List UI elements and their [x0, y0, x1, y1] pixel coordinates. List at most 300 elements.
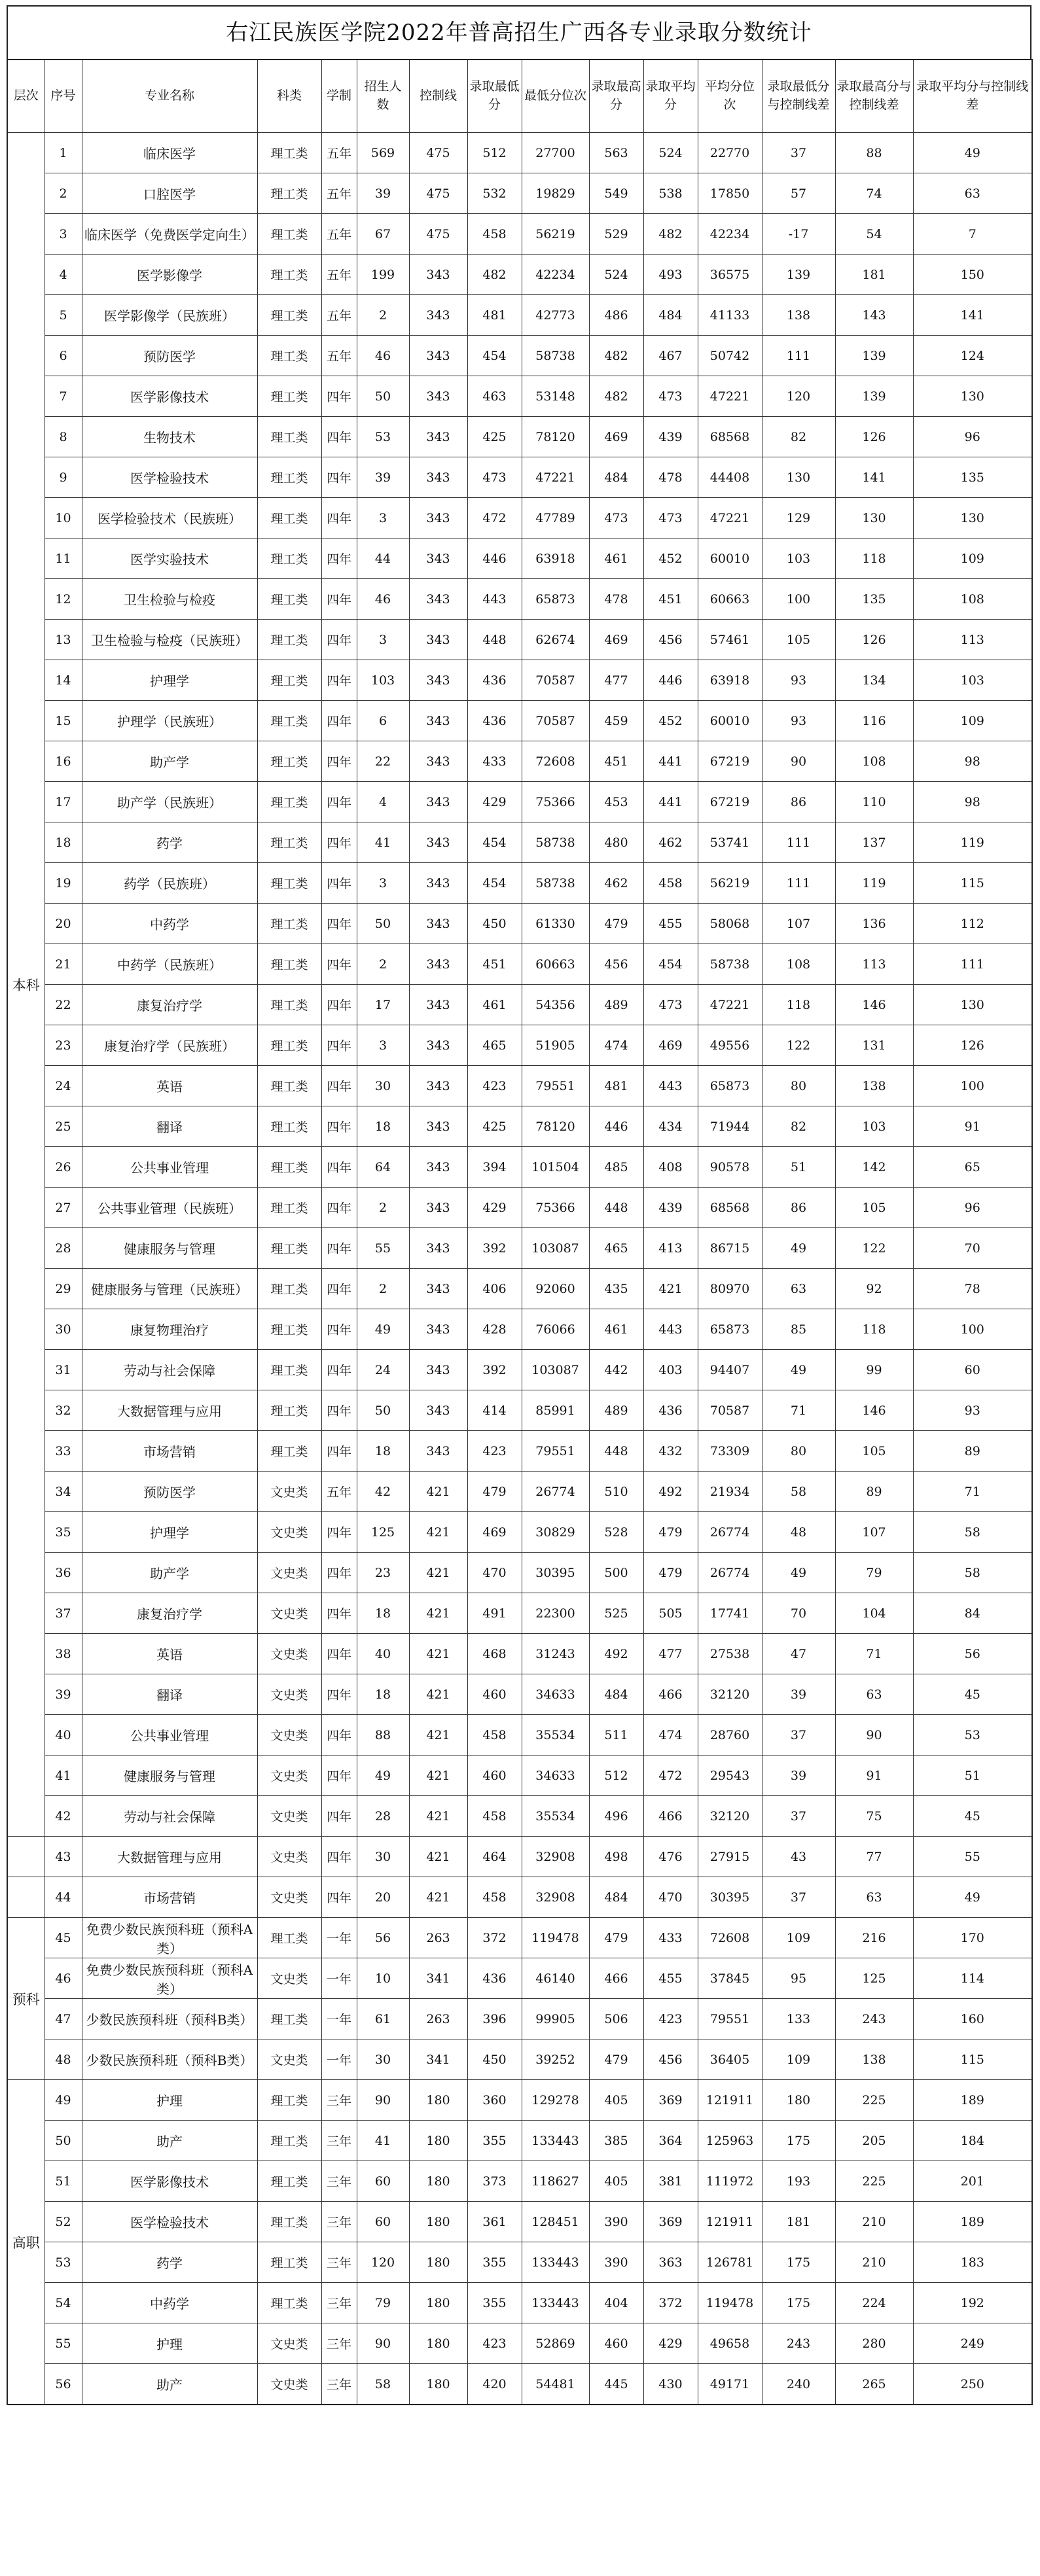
table-cell: 91	[913, 1106, 1032, 1147]
table-cell: 49556	[698, 1025, 762, 1066]
table-cell: 100	[762, 579, 835, 620]
table-cell: 56219	[522, 214, 589, 255]
table-cell: 41133	[698, 295, 762, 336]
table-cell: 421	[643, 1269, 698, 1309]
table-cell: 421	[409, 1756, 467, 1796]
table-cell: 146	[835, 985, 913, 1025]
table-cell: 50	[357, 1390, 409, 1431]
table-cell: 467	[643, 336, 698, 376]
table-cell: 5	[45, 295, 82, 336]
table-cell: 90578	[698, 1147, 762, 1188]
table-cell: 68568	[698, 1188, 762, 1228]
table-cell: 67219	[698, 782, 762, 822]
table-cell: 17	[45, 782, 82, 822]
table-row	[7, 1390, 1032, 1431]
table-cell: 466	[643, 1674, 698, 1715]
table-cell: 460	[467, 1674, 522, 1715]
table-cell: 47	[762, 1634, 835, 1674]
table-cell: 224	[835, 2283, 913, 2323]
table-row	[7, 2121, 1032, 2161]
table-cell: 56	[357, 1918, 409, 1958]
table-cell: 58	[913, 1512, 1032, 1553]
table-cell: 133443	[522, 2283, 589, 2323]
table-cell: 一年	[321, 1958, 357, 1999]
table-cell: 381	[643, 2161, 698, 2202]
table-cell: 53	[45, 2242, 82, 2283]
table-row	[7, 1634, 1032, 1674]
table-cell: 56	[45, 2364, 82, 2405]
table-cell: 100	[913, 1309, 1032, 1350]
table-cell: 103	[913, 660, 1032, 701]
table-cell: 469	[643, 1025, 698, 1066]
table-cell: 46	[357, 579, 409, 620]
table-cell: 6	[45, 336, 82, 376]
table-cell: 41	[357, 822, 409, 863]
table-row	[7, 133, 1032, 173]
table-cell: 110	[835, 782, 913, 822]
major-name-cell: 英语	[82, 1634, 257, 1674]
column-header: 录取最低分	[467, 60, 522, 133]
table-cell: 443	[643, 1066, 698, 1106]
table-cell: 466	[643, 1796, 698, 1837]
layer-cell: 高职	[7, 2080, 45, 2405]
table-cell: 理工类	[257, 1147, 321, 1188]
table-cell: 理工类	[257, 417, 321, 457]
table-cell: 113	[835, 944, 913, 985]
table-cell: 130	[835, 498, 913, 538]
table-cell: 79551	[522, 1066, 589, 1106]
table-cell: 五年	[321, 1472, 357, 1512]
table-cell: 451	[643, 579, 698, 620]
table-cell: 343	[409, 782, 467, 822]
table-cell: 41	[357, 2121, 409, 2161]
table-cell: 461	[467, 985, 522, 1025]
table-cell: 175	[762, 2283, 835, 2323]
table-cell: 129	[762, 498, 835, 538]
table-cell: 385	[589, 2121, 643, 2161]
table-cell: 482	[467, 255, 522, 295]
table-cell: 421	[409, 1553, 467, 1593]
table-cell: 89	[913, 1431, 1032, 1472]
table-cell: 30	[45, 1309, 82, 1350]
table-cell: 466	[589, 1958, 643, 1999]
table-row	[7, 2242, 1032, 2283]
major-name-cell: 公共事业管理	[82, 1147, 257, 1188]
table-cell: 481	[589, 1066, 643, 1106]
table-row	[7, 985, 1032, 1025]
table-cell: 121911	[698, 2080, 762, 2121]
table-cell: 理工类	[257, 336, 321, 376]
table-cell: 47221	[698, 498, 762, 538]
table-cell: 108	[913, 579, 1032, 620]
table-cell: 49	[762, 1228, 835, 1269]
table-cell: 122	[762, 1025, 835, 1066]
table-cell: 四年	[321, 1593, 357, 1634]
table-cell: 425	[467, 1106, 522, 1147]
table-cell: 理工类	[257, 1431, 321, 1472]
table-cell: 文史类	[257, 1715, 321, 1756]
table-cell: 434	[643, 1106, 698, 1147]
major-name-cell: 卫生检验与检疫	[82, 579, 257, 620]
major-name-cell: 预防医学	[82, 1472, 257, 1512]
table-cell: 文史类	[257, 1472, 321, 1512]
table-cell: 51	[913, 1756, 1032, 1796]
table-cell: 90	[762, 741, 835, 782]
table-cell: 85	[762, 1309, 835, 1350]
major-name-cell: 公共事业管理（民族班）	[82, 1188, 257, 1228]
table-cell: 54356	[522, 985, 589, 1025]
table-row	[7, 1350, 1032, 1390]
table-cell: 498	[589, 1837, 643, 1877]
table-cell: 505	[643, 1593, 698, 1634]
table-cell: 47221	[698, 376, 762, 417]
major-name-cell: 医学影像学（民族班）	[82, 295, 257, 336]
table-cell: 80	[762, 1066, 835, 1106]
major-name-cell: 医学实验技术	[82, 538, 257, 579]
table-cell: 37	[45, 1593, 82, 1634]
table-cell: 15	[45, 701, 82, 741]
table-cell: 436	[467, 660, 522, 701]
table-cell: 84	[913, 1593, 1032, 1634]
table-cell: 193	[762, 2161, 835, 2202]
table-cell: 455	[643, 1958, 698, 1999]
table-cell: 141	[835, 457, 913, 498]
table-cell: 80	[762, 1431, 835, 1472]
major-name-cell: 中药学	[82, 904, 257, 944]
table-cell: 理工类	[257, 295, 321, 336]
table-cell: 408	[643, 1147, 698, 1188]
table-cell: 22	[45, 985, 82, 1025]
table-cell: 98	[913, 741, 1032, 782]
table-cell: 47221	[522, 457, 589, 498]
table-cell: 138	[835, 2039, 913, 2080]
table-cell: 460	[467, 1756, 522, 1796]
table-cell: 四年	[321, 1188, 357, 1228]
table-cell: 36405	[698, 2039, 762, 2080]
table-cell: 343	[409, 1188, 467, 1228]
table-cell: 2	[357, 295, 409, 336]
major-name-cell: 药学	[82, 2242, 257, 2283]
major-name-cell: 康复治疗学	[82, 1593, 257, 1634]
table-cell: 454	[467, 336, 522, 376]
table-cell: 四年	[321, 1228, 357, 1269]
table-cell: 343	[409, 701, 467, 741]
table-cell: 129278	[522, 2080, 589, 2121]
table-cell: 88	[835, 133, 913, 173]
table-row	[7, 295, 1032, 336]
table-cell: 理工类	[257, 579, 321, 620]
table-cell: 432	[643, 1431, 698, 1472]
table-cell: 216	[835, 1918, 913, 1958]
table-cell: 458	[467, 214, 522, 255]
table-cell: 四年	[321, 1350, 357, 1390]
table-cell: 45	[913, 1674, 1032, 1715]
table-cell: 462	[643, 822, 698, 863]
table-cell: 89	[835, 1472, 913, 1512]
table-cell: 29543	[698, 1756, 762, 1796]
table-cell: 120	[762, 376, 835, 417]
table-cell: 104	[835, 1593, 913, 1634]
table-cell: 四年	[321, 1756, 357, 1796]
table-cell: 2	[45, 173, 82, 214]
table-cell: 37	[762, 1715, 835, 1756]
major-name-cell: 医学影像技术	[82, 376, 257, 417]
table-cell: 48	[45, 2039, 82, 2080]
table-cell: 343	[409, 620, 467, 660]
table-cell: 343	[409, 417, 467, 457]
table-cell: 58068	[698, 904, 762, 944]
table-cell: 150	[913, 255, 1032, 295]
table-cell: 73309	[698, 1431, 762, 1472]
table-cell: 理工类	[257, 255, 321, 295]
table-cell: 429	[643, 2323, 698, 2364]
major-name-cell: 助产学（民族班）	[82, 782, 257, 822]
table-cell: 108	[835, 741, 913, 782]
table-row	[7, 1796, 1032, 1837]
table-cell: 理工类	[257, 1918, 321, 1958]
table-cell: 472	[643, 1756, 698, 1796]
table-cell: 524	[589, 255, 643, 295]
column-header: 科类	[257, 60, 321, 133]
table-cell: 90	[357, 2080, 409, 2121]
table-cell: 三年	[321, 2323, 357, 2364]
table-cell: 119	[913, 822, 1032, 863]
table-cell: 四年	[321, 1837, 357, 1877]
major-name-cell: 大数据管理与应用	[82, 1390, 257, 1431]
table-cell: 469	[467, 1512, 522, 1553]
table-cell: 48	[762, 1512, 835, 1553]
table-cell: 理工类	[257, 822, 321, 863]
table-cell: 18	[357, 1106, 409, 1147]
table-row	[7, 1269, 1032, 1309]
table-cell: 118627	[522, 2161, 589, 2202]
table-cell: 478	[643, 457, 698, 498]
table-cell: 85991	[522, 1390, 589, 1431]
table-cell: 31243	[522, 1634, 589, 1674]
table-cell: 448	[589, 1431, 643, 1472]
table-cell: 39	[357, 457, 409, 498]
table-cell: 55	[357, 1228, 409, 1269]
table-cell: 4	[357, 782, 409, 822]
table-cell: 理工类	[257, 2242, 321, 2283]
major-name-cell: 健康服务与管理	[82, 1228, 257, 1269]
table-cell: 465	[589, 1228, 643, 1269]
major-name-cell: 少数民族预科班（预科B类）	[82, 2039, 257, 2080]
table-cell: 74	[835, 173, 913, 214]
table-cell: 6	[357, 701, 409, 741]
table-cell: 436	[467, 701, 522, 741]
table-cell: 456	[643, 2039, 698, 2080]
table-cell: 355	[467, 2121, 522, 2161]
table-cell: 475	[409, 173, 467, 214]
table-cell: 563	[589, 133, 643, 173]
table-cell: 421	[409, 1472, 467, 1512]
table-cell: 125	[835, 1958, 913, 1999]
table-cell: 139	[835, 336, 913, 376]
table-cell: 理工类	[257, 376, 321, 417]
table-cell: 78120	[522, 1106, 589, 1147]
table-cell: 441	[643, 741, 698, 782]
table-cell: 四年	[321, 701, 357, 741]
table-row	[7, 1756, 1032, 1796]
table-cell: 369	[643, 2202, 698, 2242]
table-cell: 58738	[522, 336, 589, 376]
table-cell: 474	[589, 1025, 643, 1066]
table-cell: 16	[45, 741, 82, 782]
table-cell: 100	[913, 1066, 1032, 1106]
table-row	[7, 1512, 1032, 1553]
table-body	[7, 133, 1032, 2405]
table-cell: 60663	[698, 579, 762, 620]
table-row	[7, 498, 1032, 538]
table-cell: 96	[913, 1188, 1032, 1228]
table-cell: 63918	[522, 538, 589, 579]
table-cell: 396	[467, 1999, 522, 2039]
table-cell: 496	[589, 1796, 643, 1837]
table-cell: 486	[589, 295, 643, 336]
table-cell: 7	[45, 376, 82, 417]
table-cell: 120	[357, 2242, 409, 2283]
table-row	[7, 255, 1032, 295]
table-cell: 四年	[321, 944, 357, 985]
table-cell: 60010	[698, 538, 762, 579]
column-header: 招生人数	[357, 60, 409, 133]
table-cell: 3	[357, 1025, 409, 1066]
table-cell: 372	[467, 1918, 522, 1958]
table-cell: 355	[467, 2283, 522, 2323]
table-cell: 506	[589, 1999, 643, 2039]
table-cell: 理工类	[257, 2121, 321, 2161]
table-cell: 126781	[698, 2242, 762, 2283]
table-cell: 240	[762, 2364, 835, 2405]
table-cell: 49	[357, 1756, 409, 1796]
column-header: 序号	[45, 60, 82, 133]
table-cell: 3	[357, 863, 409, 904]
table-cell: 135	[835, 579, 913, 620]
table-row	[7, 863, 1032, 904]
table-cell: 58738	[698, 944, 762, 985]
table-cell: 532	[467, 173, 522, 214]
major-name-cell: 护理	[82, 2323, 257, 2364]
table-cell: 126	[913, 1025, 1032, 1066]
table-cell: 360	[467, 2080, 522, 2121]
table-cell: 8	[45, 417, 82, 457]
table-cell: 75	[835, 1796, 913, 1837]
table-cell: 450	[467, 2039, 522, 2080]
major-name-cell: 助产学	[82, 741, 257, 782]
table-cell: 103	[835, 1106, 913, 1147]
table-cell: 一年	[321, 1918, 357, 1958]
layer-cell: 预科	[7, 1918, 45, 2080]
table-cell: 468	[467, 1634, 522, 1674]
table-cell: 41	[45, 1756, 82, 1796]
table-cell: 四年	[321, 579, 357, 620]
table-cell: 103	[762, 538, 835, 579]
table-row	[7, 944, 1032, 985]
table-cell: 67219	[698, 741, 762, 782]
table-row	[7, 1066, 1032, 1106]
table-cell: 文史类	[257, 1877, 321, 1918]
table-cell: 71	[762, 1390, 835, 1431]
table-cell: 112	[913, 904, 1032, 944]
table-cell: 420	[467, 2364, 522, 2405]
table-cell: 180	[409, 2364, 467, 2405]
table-cell: 493	[643, 255, 698, 295]
table-cell: 343	[409, 255, 467, 295]
table-cell: 文史类	[257, 1674, 321, 1715]
table-cell: 50	[357, 904, 409, 944]
table-cell: 50	[357, 376, 409, 417]
major-name-cell: 公共事业管理	[82, 1715, 257, 1756]
table-row	[7, 538, 1032, 579]
table-row	[7, 1147, 1032, 1188]
table-cell: 343	[409, 944, 467, 985]
table-cell: 49	[762, 1350, 835, 1390]
table-cell: 343	[409, 1147, 467, 1188]
table-cell: 130	[913, 376, 1032, 417]
table-cell: 82	[762, 417, 835, 457]
table-cell: 文史类	[257, 1512, 321, 1553]
table-cell: 210	[835, 2242, 913, 2283]
table-cell: 53148	[522, 376, 589, 417]
table-cell: 60663	[522, 944, 589, 985]
major-name-cell: 临床医学（免费医学定向生）	[82, 214, 257, 255]
table-cell: 文史类	[257, 1756, 321, 1796]
table-cell: 57	[762, 173, 835, 214]
table-cell: 51905	[522, 1025, 589, 1066]
table-cell: 524	[643, 133, 698, 173]
major-name-cell: 市场营销	[82, 1431, 257, 1472]
table-cell: 443	[643, 1309, 698, 1350]
table-cell: 52	[45, 2202, 82, 2242]
table-cell: 477	[643, 1634, 698, 1674]
major-name-cell: 口腔医学	[82, 173, 257, 214]
table-cell: 491	[467, 1593, 522, 1634]
table-cell: 55	[913, 1837, 1032, 1877]
major-name-cell: 护理学	[82, 660, 257, 701]
table-row	[7, 1593, 1032, 1634]
table-cell: 理工类	[257, 741, 321, 782]
table-cell: 文史类	[257, 2323, 321, 2364]
table-cell: 三年	[321, 2121, 357, 2161]
table-cell: 17741	[698, 1593, 762, 1634]
table-cell: 421	[409, 1634, 467, 1674]
table-cell: 90	[357, 2323, 409, 2364]
table-cell: 四年	[321, 1066, 357, 1106]
major-name-cell: 翻译	[82, 1106, 257, 1147]
score-sheet	[7, 5, 1031, 2405]
table-cell: 343	[409, 579, 467, 620]
table-cell: 三年	[321, 2161, 357, 2202]
table-cell: 82	[762, 1106, 835, 1147]
table-cell: 三年	[321, 2283, 357, 2323]
table-cell: 60	[357, 2202, 409, 2242]
table-cell: 205	[835, 2121, 913, 2161]
table-cell: 118	[835, 538, 913, 579]
table-row	[7, 1877, 1032, 1918]
major-name-cell: 免费少数民族预科班（预科A类）	[82, 1958, 257, 1999]
table-cell: 2	[357, 1188, 409, 1228]
table-cell: 52869	[522, 2323, 589, 2364]
table-cell: 文史类	[257, 2039, 321, 2080]
table-cell: 理工类	[257, 2202, 321, 2242]
table-cell: 473	[643, 376, 698, 417]
table-row	[7, 822, 1032, 863]
table-cell: 390	[589, 2242, 643, 2283]
table-cell: 134	[835, 660, 913, 701]
table-cell: 55	[45, 2323, 82, 2364]
table-cell: 477	[589, 660, 643, 701]
